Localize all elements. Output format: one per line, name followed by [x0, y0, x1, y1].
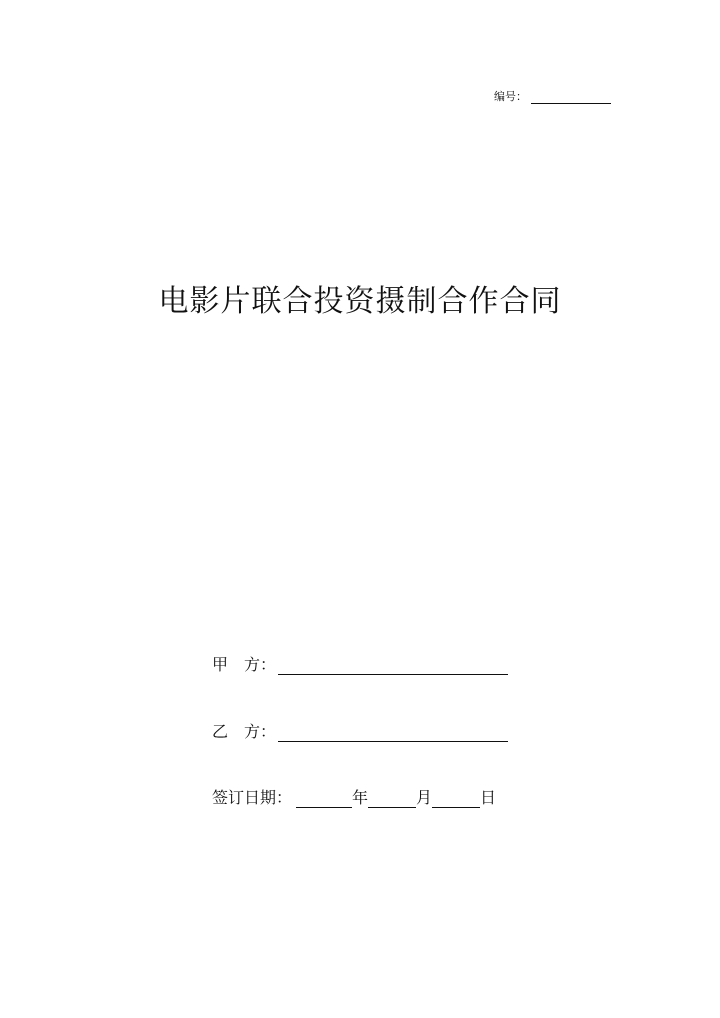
signing-date-label: 签订日期：	[212, 788, 293, 807]
contract-number-label: 编号：	[494, 90, 527, 103]
party-b-blank[interactable]	[278, 725, 508, 742]
document-title: 电影片联合投资摄制合作合同	[158, 284, 562, 319]
party-a-blank[interactable]	[278, 658, 508, 675]
signing-date-field	[212, 785, 496, 808]
month-unit: 月	[416, 788, 433, 807]
contract-number	[494, 88, 611, 104]
signing-day-blank[interactable]	[432, 791, 480, 808]
party-a-field	[212, 652, 508, 675]
signing-month-blank[interactable]	[368, 791, 416, 808]
day-unit: 日	[480, 788, 497, 807]
contract-number-blank[interactable]	[531, 91, 611, 104]
party-b-field	[212, 719, 508, 742]
year-unit: 年	[352, 788, 369, 807]
signing-year-blank[interactable]	[296, 791, 352, 808]
party-a-label: 甲 方：	[212, 655, 277, 674]
party-b-label: 乙 方：	[212, 722, 277, 741]
